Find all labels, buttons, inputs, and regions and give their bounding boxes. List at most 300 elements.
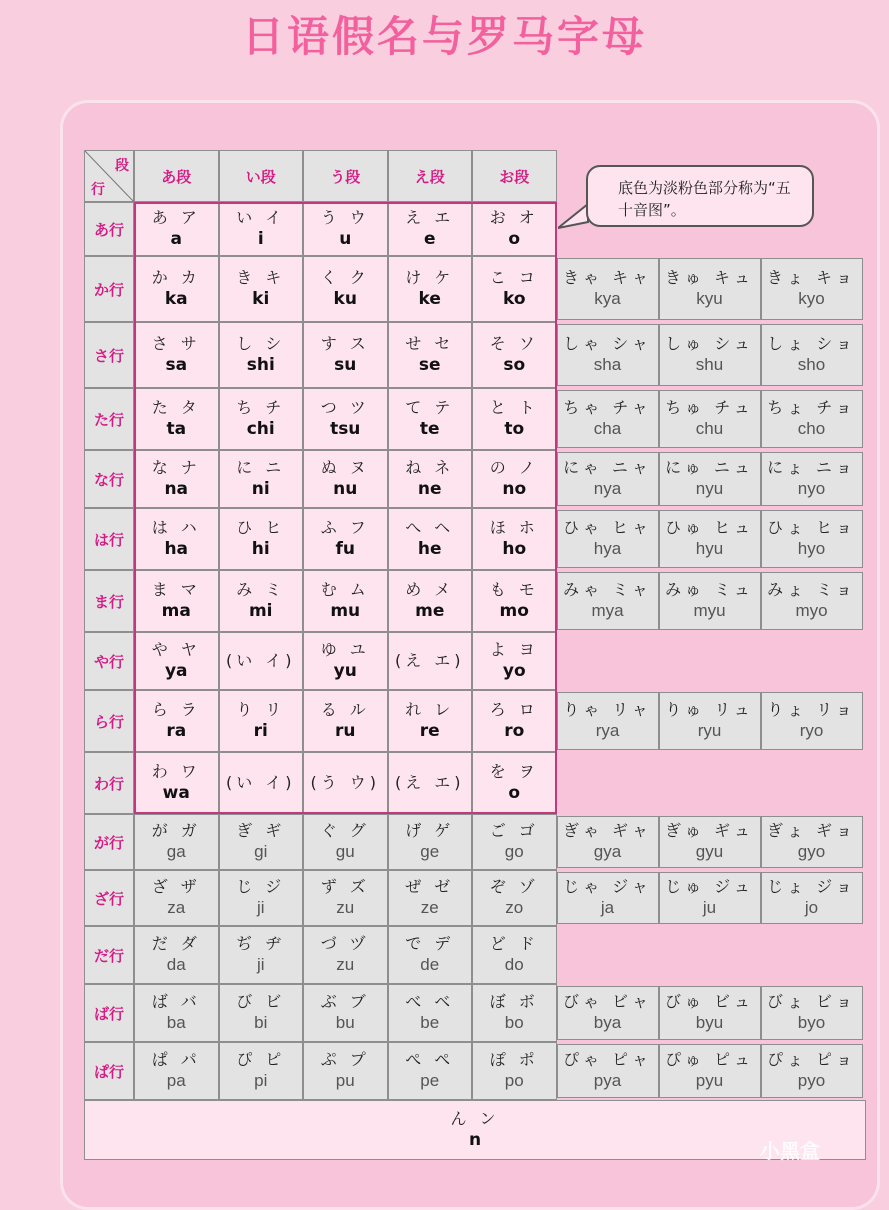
row-header: ば行 xyxy=(84,984,134,1042)
romaji-text: be xyxy=(420,1013,440,1032)
kana-text: ら ラ xyxy=(151,700,201,719)
kana-text: ざ ザ xyxy=(151,877,201,896)
yoon-cell xyxy=(761,390,863,448)
row-header: ぱ行 xyxy=(84,1042,134,1100)
row-header: な行 xyxy=(84,450,134,508)
romaji-text: ko xyxy=(502,289,526,309)
romaji-text: gya xyxy=(593,842,622,861)
kana-text: む ム xyxy=(320,580,370,599)
kana-text: は ハ xyxy=(151,518,201,537)
romaji-text: sha xyxy=(593,355,622,374)
kana-text: い イ xyxy=(236,208,286,227)
romaji-text: za xyxy=(167,898,186,917)
romaji-text: ta xyxy=(166,419,187,439)
kana-text: ゆ ユ xyxy=(320,640,370,659)
kana-text: じゃ ジャ xyxy=(563,877,652,896)
kana-cell xyxy=(388,322,473,388)
row-header: わ行 xyxy=(84,752,134,814)
kana-text: みゅ ミュ xyxy=(665,580,754,599)
kana-text: ひ ヒ xyxy=(236,518,286,537)
kana-text: (え エ) xyxy=(394,773,465,792)
yoon-cell xyxy=(659,1044,761,1098)
kana-cell xyxy=(303,814,388,870)
kana-text: べ ベ xyxy=(405,992,455,1011)
kana-text: じ ジ xyxy=(236,877,286,896)
yoon-cell xyxy=(761,510,863,568)
kana-cell xyxy=(472,814,557,870)
romaji-text: yu xyxy=(333,661,357,681)
kana-cell xyxy=(472,450,557,508)
kana-text: ぢ ヂ xyxy=(236,934,286,953)
kana-text: ぞ ゾ xyxy=(489,877,539,896)
romaji-text: ze xyxy=(420,898,439,917)
watermark-logo: 小黑盒 xyxy=(760,1139,820,1163)
romaji-text: ga xyxy=(166,842,186,861)
kana-text: て テ xyxy=(405,398,455,417)
kana-cell xyxy=(303,632,388,690)
kana-cell xyxy=(219,450,304,508)
kana-cell xyxy=(472,984,557,1042)
kana-cell xyxy=(472,256,557,322)
kana-cell xyxy=(388,256,473,322)
yoon-cell xyxy=(659,258,761,320)
page-title: 日语假名与罗马字母 xyxy=(241,12,647,61)
kana-text: こ コ xyxy=(489,268,539,287)
kana-text: ご ゴ xyxy=(489,821,539,840)
romaji-text: ho xyxy=(502,539,527,559)
kana-cell xyxy=(303,690,388,752)
kana-text: う ウ xyxy=(320,208,370,227)
kana-text: ぺ ペ xyxy=(405,1050,455,1069)
kana-text: ぎゅ ギュ xyxy=(664,821,755,840)
kana-text: め メ xyxy=(405,580,455,599)
kana-text: ちゅ チュ xyxy=(665,398,754,417)
romaji-text: n xyxy=(468,1130,482,1150)
kana-cell xyxy=(472,632,557,690)
romaji-text: ne xyxy=(417,479,442,499)
kana-cell xyxy=(472,388,557,450)
yoon-cell xyxy=(761,986,863,1040)
kana-cell xyxy=(219,1042,304,1100)
kana-cell xyxy=(472,1042,557,1100)
yoon-cell xyxy=(761,324,863,386)
kana-text: ね ネ xyxy=(405,458,455,477)
yoon-cell xyxy=(659,692,761,750)
romaji-text: ryo xyxy=(799,721,824,740)
kana-text: ぱ パ xyxy=(151,1050,201,1069)
romaji-text: ke xyxy=(418,289,441,309)
kana-text: (い イ) xyxy=(225,651,296,670)
yoon-cell xyxy=(557,452,659,506)
kana-text: ひょ ヒョ xyxy=(766,518,857,537)
kana-text: さ サ xyxy=(151,334,201,353)
yoon-cell xyxy=(659,510,761,568)
kana-cell xyxy=(134,1042,219,1100)
kana-cell xyxy=(134,570,219,632)
kana-cell xyxy=(303,1042,388,1100)
romaji-text: bu xyxy=(335,1013,355,1032)
romaji-text: mi xyxy=(248,601,273,621)
kana-text: しゅ シュ xyxy=(665,334,754,353)
kana-cell xyxy=(303,752,388,814)
kana-cell xyxy=(388,752,473,814)
kana-cell xyxy=(472,202,557,256)
kana-text: ず ズ xyxy=(320,877,370,896)
kana-cell xyxy=(134,508,219,570)
kana-text: あ ア xyxy=(151,208,201,227)
kana-text: く ク xyxy=(320,268,370,287)
romaji-text: tsu xyxy=(330,419,361,439)
romaji-text: shu xyxy=(695,355,724,374)
romaji-text: no xyxy=(502,479,527,499)
romaji-text: hyu xyxy=(695,539,724,558)
row-header: か行 xyxy=(84,256,134,322)
kana-text: ほ ホ xyxy=(489,518,539,537)
row-header: ま行 xyxy=(84,570,134,632)
kana-cell xyxy=(388,814,473,870)
romaji-text: ri xyxy=(253,721,268,741)
yoon-cell xyxy=(761,692,863,750)
kana-text: び ビ xyxy=(236,992,286,1011)
kana-text: ど ド xyxy=(489,934,539,953)
romaji-text: ki xyxy=(252,289,270,309)
kana-text: お オ xyxy=(489,208,539,227)
kana-text: を ヲ xyxy=(489,762,539,781)
kana-text: ば バ xyxy=(151,992,201,1011)
kana-cell xyxy=(134,926,219,984)
romaji-text: nya xyxy=(593,479,622,498)
kana-cell xyxy=(219,814,304,870)
romaji-text: se xyxy=(418,355,441,375)
kana-text: りょ リョ xyxy=(767,700,856,719)
yoon-cell xyxy=(659,872,761,924)
romaji-text: re xyxy=(419,721,440,741)
romaji-text: kyo xyxy=(798,289,825,308)
romaji-text: a xyxy=(170,229,182,249)
romaji-text: pe xyxy=(420,1071,440,1090)
romaji-text: e xyxy=(423,229,436,249)
yoon-cell xyxy=(761,572,863,630)
kana-text: し シ xyxy=(236,334,286,353)
kana-cell xyxy=(134,256,219,322)
kana-text: る ル xyxy=(320,700,370,719)
romaji-text: yo xyxy=(502,661,526,681)
kana-text: ぴゃ ピャ xyxy=(562,1050,653,1069)
yoon-cell xyxy=(557,572,659,630)
romaji-text: ji xyxy=(256,955,265,974)
romaji-text: po xyxy=(504,1071,524,1090)
kana-cell xyxy=(303,570,388,632)
romaji-text: ya xyxy=(164,661,188,681)
kana-cell xyxy=(219,508,304,570)
kana-text: ぴょ ピョ xyxy=(766,1050,857,1069)
yoon-cell xyxy=(761,872,863,924)
column-header: い段 xyxy=(219,150,304,202)
kana-text: ちゃ チャ xyxy=(563,398,652,417)
callout-note: 底色为淡粉色部分称为“五十音图”。 xyxy=(586,165,814,227)
kana-cell xyxy=(219,570,304,632)
kana-text: や ヤ xyxy=(151,640,201,659)
kana-text: ぜ ゼ xyxy=(405,877,455,896)
romaji-text: bo xyxy=(504,1013,524,1032)
romaji-text: ma xyxy=(161,601,191,621)
kana-cell xyxy=(388,1042,473,1100)
row-header: ざ行 xyxy=(84,870,134,926)
kana-text: ま マ xyxy=(151,580,201,599)
romaji-text: gu xyxy=(335,842,355,861)
romaji-text: nyu xyxy=(695,479,724,498)
kana-cell xyxy=(219,388,304,450)
kana-text: ぎ ギ xyxy=(236,821,286,840)
row-header: が行 xyxy=(84,814,134,870)
romaji-text: ro xyxy=(504,721,525,741)
kana-text: そ ソ xyxy=(489,334,539,353)
romaji-text: fu xyxy=(335,539,355,559)
row-header: は行 xyxy=(84,508,134,570)
kana-text: じゅ ジュ xyxy=(665,877,754,896)
romaji-text: su xyxy=(334,355,357,375)
romaji-text: gi xyxy=(254,842,268,861)
romaji-text: bi xyxy=(254,1013,268,1032)
column-header: え段 xyxy=(388,150,473,202)
kana-cell xyxy=(388,870,473,926)
kana-text: しょ ショ xyxy=(767,334,856,353)
kana-cell xyxy=(219,632,304,690)
romaji-text: nu xyxy=(333,479,358,499)
romaji-text: da xyxy=(166,955,186,974)
kana-cell xyxy=(303,256,388,322)
kana-cell xyxy=(134,450,219,508)
kana-text: びゅ ビュ xyxy=(664,992,755,1011)
romaji-text: ra xyxy=(166,721,187,741)
kana-text: す ス xyxy=(320,334,370,353)
kana-text: きょ キョ xyxy=(766,268,857,287)
row-header: だ行 xyxy=(84,926,134,984)
kana-text: にゃ ニャ xyxy=(563,458,652,477)
kana-text: にょ ニョ xyxy=(767,458,856,477)
romaji-text: gyo xyxy=(797,842,826,861)
kana-cell xyxy=(219,926,304,984)
romaji-text: ru xyxy=(335,721,356,741)
romaji-text: o xyxy=(508,783,521,803)
romaji-text: he xyxy=(417,539,442,559)
kana-text: な ナ xyxy=(151,458,201,477)
romaji-text: pyu xyxy=(695,1071,724,1090)
romaji-text: myo xyxy=(795,601,828,620)
romaji-text: pya xyxy=(593,1071,622,1090)
kana-text: へ ヘ xyxy=(405,518,455,537)
romaji-text: pyo xyxy=(797,1071,826,1090)
romaji-text: ja xyxy=(600,898,615,917)
romaji-text: ka xyxy=(164,289,188,309)
kana-cell xyxy=(134,202,219,256)
kana-cell xyxy=(134,322,219,388)
kana-cell xyxy=(219,870,304,926)
kana-text: げ ゲ xyxy=(405,821,455,840)
kana-text: だ ダ xyxy=(151,934,201,953)
yoon-cell xyxy=(557,872,659,924)
kana-cell xyxy=(134,814,219,870)
kana-text: ちょ チョ xyxy=(767,398,856,417)
kana-text: りゅ リュ xyxy=(665,700,754,719)
row-header: ら行 xyxy=(84,690,134,752)
kana-text: きゃ キャ xyxy=(562,268,653,287)
romaji-text: zu xyxy=(336,898,355,917)
yoon-cell xyxy=(659,986,761,1040)
romaji-text: mu xyxy=(330,601,361,621)
kana-text: (え エ) xyxy=(394,651,465,670)
kana-cell xyxy=(303,870,388,926)
romaji-text: so xyxy=(503,355,526,375)
romaji-text: bya xyxy=(593,1013,622,1032)
kana-text: びょ ビョ xyxy=(766,992,857,1011)
kana-text: ぎょ ギョ xyxy=(766,821,857,840)
kana-text: で デ xyxy=(405,934,455,953)
romaji-text: do xyxy=(504,955,524,974)
romaji-text: pa xyxy=(166,1071,186,1090)
romaji-text: mo xyxy=(499,601,529,621)
romaji-text: me xyxy=(415,601,445,621)
kana-cell xyxy=(388,926,473,984)
yoon-cell xyxy=(557,324,659,386)
romaji-text: hi xyxy=(251,539,270,559)
kana-cell xyxy=(388,632,473,690)
romaji-text: wa xyxy=(162,783,190,803)
romaji-text: ge xyxy=(420,842,440,861)
romaji-text: zo xyxy=(505,898,524,917)
kana-cell xyxy=(388,388,473,450)
romaji-text: na xyxy=(164,479,189,499)
kana-text: (い イ) xyxy=(225,773,296,792)
kana-cell xyxy=(134,690,219,752)
kana-cell xyxy=(303,388,388,450)
corner-gyo-label: 行 xyxy=(91,182,105,198)
yoon-cell xyxy=(557,510,659,568)
kana-text: よ ヨ xyxy=(489,640,539,659)
romaji-text: mya xyxy=(591,601,624,620)
kana-cell xyxy=(134,984,219,1042)
kana-text: ふ フ xyxy=(320,518,370,537)
kana-cell xyxy=(303,984,388,1042)
yoon-cell xyxy=(557,986,659,1040)
kana-cell xyxy=(472,690,557,752)
kana-text: ぽ ポ xyxy=(489,1050,539,1069)
kana-text: ぴ ピ xyxy=(236,1050,286,1069)
romaji-text: jo xyxy=(804,898,819,917)
romaji-text: myu xyxy=(693,601,726,620)
kana-text: (う ウ) xyxy=(310,773,381,792)
kana-cell xyxy=(303,450,388,508)
romaji-text: cho xyxy=(797,419,826,438)
kana-text: びゃ ビャ xyxy=(562,992,653,1011)
yoon-cell xyxy=(761,816,863,868)
kana-text: か カ xyxy=(151,268,201,287)
kana-text: ぬ ヌ xyxy=(320,458,370,477)
kana-cell xyxy=(134,752,219,814)
kana-text: の ノ xyxy=(489,458,539,477)
yoon-cell xyxy=(557,692,659,750)
kana-text: た タ xyxy=(151,398,201,417)
kana-cell xyxy=(472,752,557,814)
yoon-cell xyxy=(557,816,659,868)
kana-cell xyxy=(472,870,557,926)
romaji-text: sho xyxy=(797,355,826,374)
kana-text: れ レ xyxy=(405,700,455,719)
romaji-text: ku xyxy=(333,289,357,309)
kana-text: ぐ グ xyxy=(320,821,370,840)
romaji-text: pi xyxy=(254,1071,268,1090)
romaji-text: kyu xyxy=(696,289,723,308)
romaji-text: byu xyxy=(695,1013,724,1032)
romaji-text: ju xyxy=(702,898,717,917)
romaji-text: hya xyxy=(593,539,622,558)
romaji-text: i xyxy=(257,229,264,249)
romaji-text: to xyxy=(504,419,525,439)
kana-cell xyxy=(388,690,473,752)
romaji-text: rya xyxy=(595,721,620,740)
romaji-text: byo xyxy=(797,1013,826,1032)
yoon-cell xyxy=(659,572,761,630)
kana-text: り リ xyxy=(236,700,286,719)
row-header: さ行 xyxy=(84,322,134,388)
kana-text: みゃ ミャ xyxy=(563,580,652,599)
kana-text: わ ワ xyxy=(151,762,201,781)
kana-text: ひゃ ヒャ xyxy=(562,518,653,537)
kana-text: も モ xyxy=(489,580,539,599)
yoon-cell xyxy=(557,1044,659,1098)
kana-cell xyxy=(472,508,557,570)
kana-text: ぶ ブ xyxy=(320,992,370,1011)
kana-cell xyxy=(472,322,557,388)
kana-cell xyxy=(388,984,473,1042)
romaji-text: ba xyxy=(166,1013,186,1032)
kana-text: ぷ プ xyxy=(320,1050,370,1069)
kana-text: にゅ ニュ xyxy=(665,458,754,477)
kana-text: が ガ xyxy=(151,821,201,840)
kana-cell xyxy=(388,570,473,632)
romaji-text: u xyxy=(339,229,352,249)
kana-text: と ト xyxy=(489,398,539,417)
kana-cell xyxy=(219,690,304,752)
yoon-cell xyxy=(557,390,659,448)
romaji-text: de xyxy=(420,955,440,974)
kana-text: け ケ xyxy=(405,268,455,287)
kana-cell xyxy=(219,256,304,322)
romaji-text: pu xyxy=(335,1071,355,1090)
column-header: う段 xyxy=(303,150,388,202)
kana-text: き キ xyxy=(236,268,286,287)
kana-cell xyxy=(303,322,388,388)
yoon-cell xyxy=(761,452,863,506)
romaji-text: te xyxy=(419,419,440,439)
kana-cell xyxy=(219,752,304,814)
romaji-text: ni xyxy=(251,479,270,499)
n-row-cell xyxy=(84,1100,866,1160)
kana-text: しゃ シャ xyxy=(563,334,652,353)
yoon-cell xyxy=(659,452,761,506)
column-header: お段 xyxy=(472,150,557,202)
kana-text: に ニ xyxy=(236,458,286,477)
kana-text: ん ン xyxy=(450,1109,500,1128)
kana-cell xyxy=(219,984,304,1042)
romaji-text: zu xyxy=(336,955,355,974)
yoon-cell xyxy=(557,258,659,320)
corner-dan-label: 段 xyxy=(115,158,129,174)
romaji-text: sa xyxy=(165,355,188,375)
kana-text: え エ xyxy=(405,208,455,227)
kana-cell xyxy=(134,632,219,690)
yoon-cell xyxy=(659,324,761,386)
